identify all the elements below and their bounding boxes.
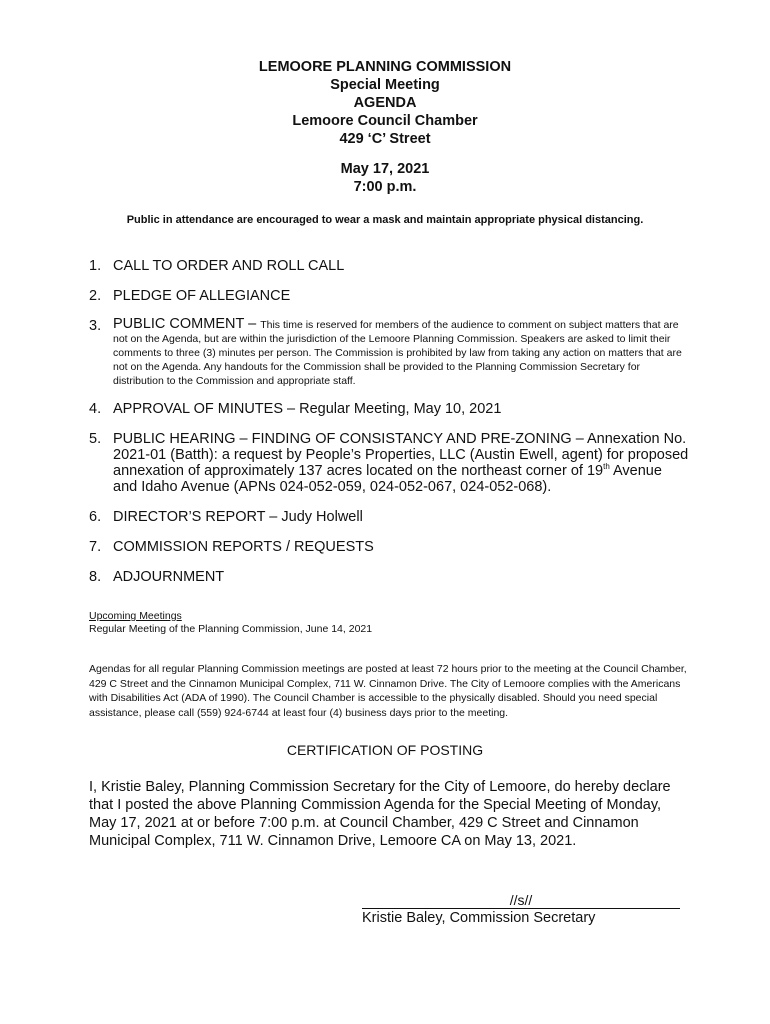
agenda-header xyxy=(0,58,770,196)
agenda-item: 3. PUBLIC COMMENT – This time is reserved for members of the audience to comment on subject matters that are not on the Agenda, but are within the jurisdiction of the Lemoore Planning Commission. Speakers are asked to limit their comments to three (3) minutes per person. The Commission is prohibited by law from taking any action on matters that are not on the Agenda. Any handouts for the Commission shall be provided to the Planning Commission Secretary for distribution to the Commission and appropriate staff. xyxy=(89,316,682,387)
certification-title: CERTIFICATION OF POSTING xyxy=(286,742,484,758)
certification-body: I, Kristie Baley, Planning Commission Secretary for the City of Lemoore, do hereby declare that I posted the above Planning Commission Agenda for the Special Meeting of Monday, May 17, 2021 at or before 7:00 p.m. at Council Chamber, 429 C Street and Cinnamon Municipal Complex, 711 W. Cinnamon Drive, Lemoore CA on May 13, 2021. xyxy=(89,779,671,849)
meeting-type: Special Meeting xyxy=(330,77,440,93)
upcoming-meetings xyxy=(89,610,372,636)
agenda-item: 6. DIRECTOR’S REPORT – Judy Holwell xyxy=(89,509,363,525)
signature-block xyxy=(362,893,680,927)
mask-notice: Public in attendance are encouraged to wear a mask and maintain appropriate physical distancing. xyxy=(126,214,644,226)
meeting-date: May 17, 2021 xyxy=(340,161,430,177)
commission-name: LEMOORE PLANNING COMMISSION xyxy=(258,59,512,75)
agenda-item: 1. CALL TO ORDER AND ROLL CALL xyxy=(89,258,345,274)
agenda-list xyxy=(89,258,689,599)
agenda-item: 4. APPROVAL OF MINUTES – Regular Meeting, May 10, 2021 xyxy=(89,401,502,417)
posting-notice: Agendas for all regular Planning Commission meetings are posted at least 72 hours prior to the meeting at the Council Chamber, 429 C Street and the Cinnamon Municipal Complex, 711 W. Cinnamon Drive. The City of Lemoore complies with the Americans with Disabilities Act (ADA of 1990). The Council Chamber is accessible to the physically disabled. Should you need special assistance, please call (559) 924-6744 at least four (4) business days prior to the meeting. xyxy=(89,663,687,719)
agenda-item: 2. PLEDGE OF ALLEGIANCE xyxy=(89,288,291,304)
signatory-name: Kristie Baley, Commission Secretary xyxy=(362,910,596,926)
agenda-item: 7. COMMISSION REPORTS / REQUESTS xyxy=(89,539,374,555)
meeting-time: 7:00 p.m. xyxy=(353,179,417,195)
venue-address: 429 ‘C’ Street xyxy=(339,131,431,147)
signature-line: //s// xyxy=(362,893,680,909)
document-title: AGENDA xyxy=(353,95,417,111)
upcoming-meetings-text: Regular Meeting of the Planning Commission, June 14, 2021 xyxy=(89,623,373,635)
venue-name: Lemoore Council Chamber xyxy=(292,113,478,129)
agenda-item: 5. PUBLIC HEARING – FINDING OF CONSISTANCY AND PRE-ZONING – Annexation No. 2021-01 (Batth): a request by People’s Properties, LLC (Austin Ewell, agent) for proposed annexation of approximately 137 acres located on the northeast corner of 19th Avenue and Idaho Avenue (APNs 024-052-059, 024-052-067, 024-052-068). xyxy=(89,431,689,495)
upcoming-meetings-title: Upcoming Meetings xyxy=(89,610,182,622)
agenda-item: 8. ADJOURNMENT xyxy=(89,569,225,585)
